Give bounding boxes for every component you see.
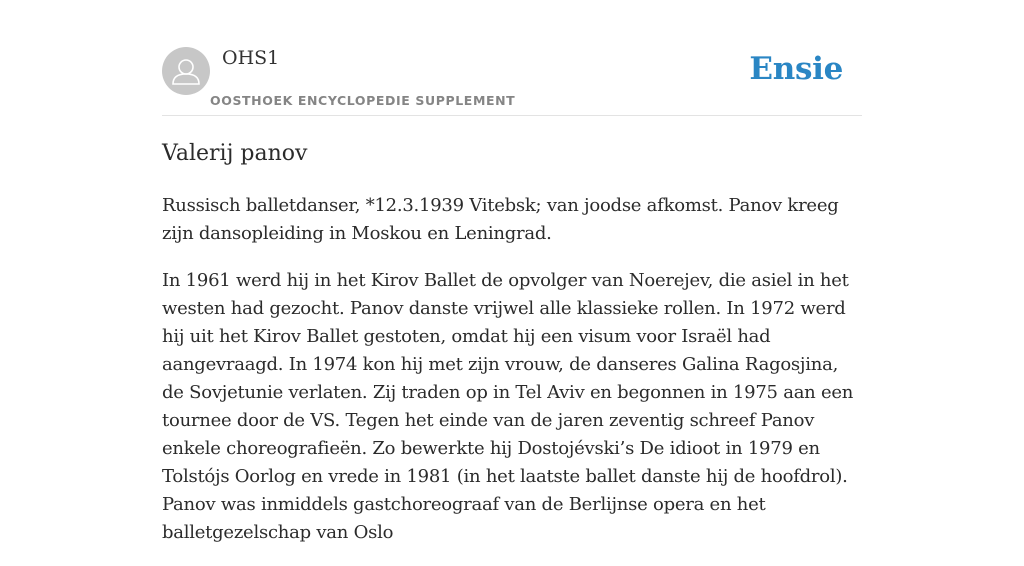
article-header — [162, 0, 862, 116]
ensie-logo[interactable]: Ensie — [749, 51, 843, 87]
paragraph: Russisch balletdanser, *12.3.1939 Vitebsk; van joodse afkomst. Panov kreeg zijn dansopleiding in Moskou en Leningrad. — [162, 195, 839, 244]
user-icon — [162, 47, 210, 95]
article-container — [162, 0, 862, 543]
author-avatar[interactable] — [162, 47, 210, 95]
author-name[interactable]: OHS1 — [222, 47, 280, 69]
page-title: Valerij panov — [162, 141, 308, 166]
article-body — [162, 192, 862, 566]
paragraph: In 1961 werd hij in het Kirov Ballet de opvolger van Noerejev, die asiel in het westen had gezocht. Panov danste vrijwel alle klassieke rollen. In 1972 werd hij uit het Kirov Ballet gestoten, omdat hij een visum voor Israël had aangevraagd. In 1974 kon hij met zijn vrouw, de danseres Galina Ragosjina, de Sovjetunie verlaten. Zij traden op in Tel Aviv en begonnen in 1975 aan een tournee door de VS. Tegen het einde van de jaren zeventig schreef Panov enkele choreografieën. Zo bewerkte hij Dostojévski’s De idioot in 1979 en Tolstójs Oorlog en vrede in 1981 (in het laatste ballet danste hij de hoofdrol). Panov was inmiddels gastchoreograaf van de Berlijnse opera en het balletgezelschap van Oslo — [162, 270, 854, 543]
source-label[interactable]: OOSTHOEK ENCYCLOPEDIE SUPPLEMENT — [210, 93, 516, 108]
